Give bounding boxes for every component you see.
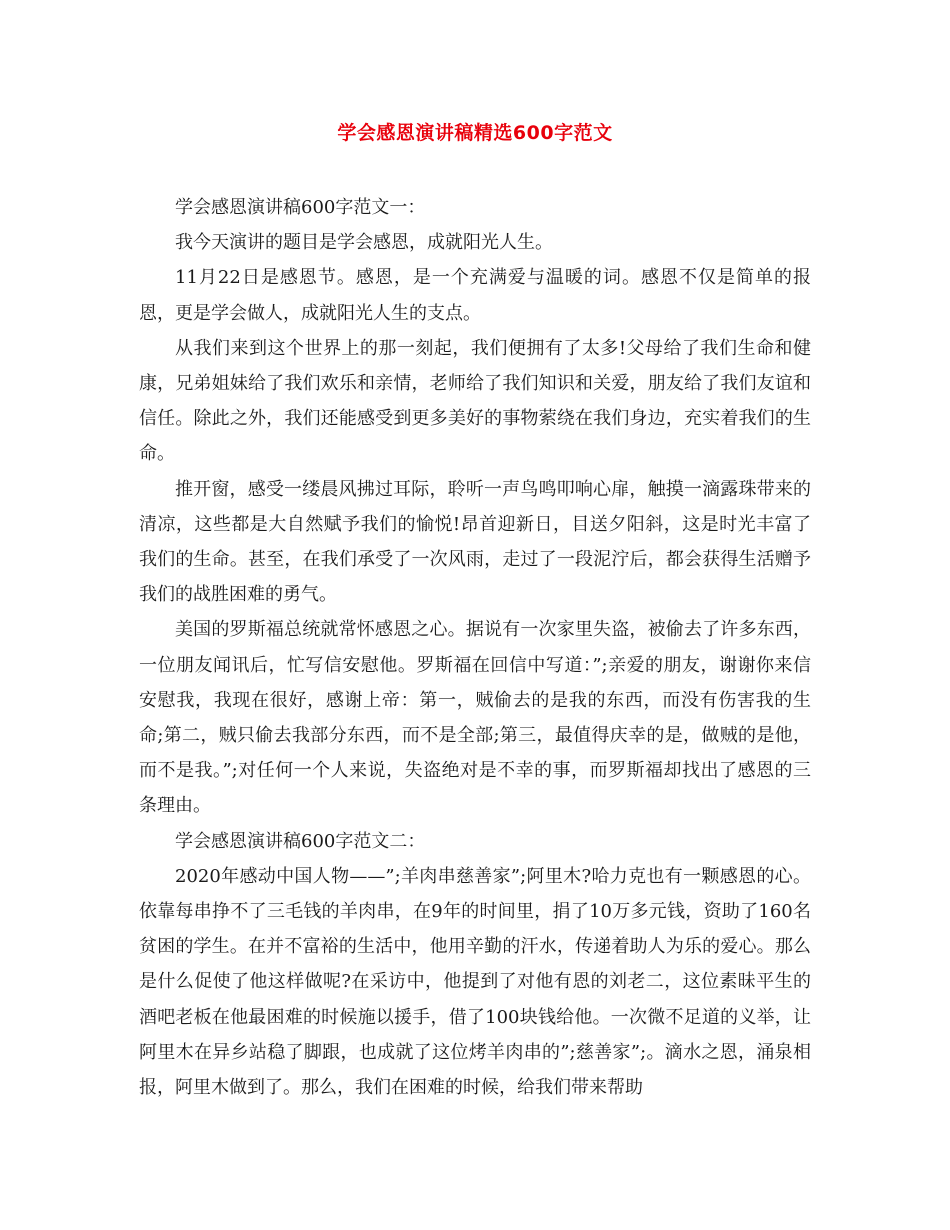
paragraph-speech-topic: 我今天演讲的题目是学会感恩，成就阳光人生。 (175, 232, 553, 254)
document-body (139, 190, 811, 1105)
paragraph-roosevelt: 美国的罗斯福总统就常怀感恩之心。据说有一次家里失盗，被偷去了许多东西，一位朋友闻讯后，忙写信安慰他。罗斯福在回信中写道：”;亲爱的朋友，谢谢你来信安慰我，我现在很好，感谢上帝：第一，贼偷去的是我的东西，而没有伤害我的生命;第二，贼只偷去我部分东西，而不是全部;第三，最值得庆幸的是，做贼的是他，而不是我。”;对任何一个人来说，失盗绝对是不幸的事，而罗斯福却找出了感恩的三条理由。 (139, 619, 811, 817)
paragraph-thanksgiving: 11月22日是感恩节。感恩，是一个充满爱与温暖的词。感恩不仅是简单的报恩，更是学会做人，成就阳光人生的支点。 (139, 267, 811, 324)
paragraph-section-heading-one: 学会感恩演讲稿600字范文一： (175, 197, 426, 218)
document-title: 学会感恩演讲稿精选600字范文 (337, 122, 613, 144)
paragraph-section-heading-two: 学会感恩演讲稿600字范文二： (175, 830, 426, 852)
paragraph-alimu: 2020年感动中国人物——”;羊肉串慈善家”;阿里木?哈力克也有一颗感恩的心。依靠每串挣不了三毛钱的羊肉串，在9年的时间里，捐了10万多元钱，资助了160名贫困的学生。在并不富裕的生活中，他用辛勤的汗水，传递着助人为乐的爱心。那么是什么促使了他这样做呢?在采访中，他提到了对他有恩的刘老二，这位素昧平生的酒吧老板在他最困难的时候施以援手，借了100块钱给他。一次微不足道的义举，让阿里木在异乡站稳了脚跟，也成就了这位烤羊肉串的”;慈善家”;。滴水之恩，涌泉相报，阿里木做到了。那么，我们在困难的时候，给我们带来帮助 (139, 865, 811, 1099)
paragraph-nature: 推开窗，感受一缕晨风拂过耳际，聆听一声鸟鸣叩响心扉，触摸一滴露珠带来的清凉，这些都是大自然赋予我们的愉悦!昂首迎新日，目送夕阳斜，这是时光丰富了我们的生命。甚至，在我们承受了一次风雨，走过了一段泥泞后，都会获得生活赠予我们的战胜困难的勇气。 (139, 478, 811, 606)
paragraph-what-we-have: 从我们来到这个世界上的那一刻起，我们便拥有了太多!父母给了我们生命和健康，兄弟姐妹给了我们欢乐和亲情，老师给了我们知识和关爱，朋友给了我们友谊和信任。除此之外，我们还能感受到更多美好的事物萦绕在我们身边，充实着我们的生命。 (139, 337, 811, 465)
